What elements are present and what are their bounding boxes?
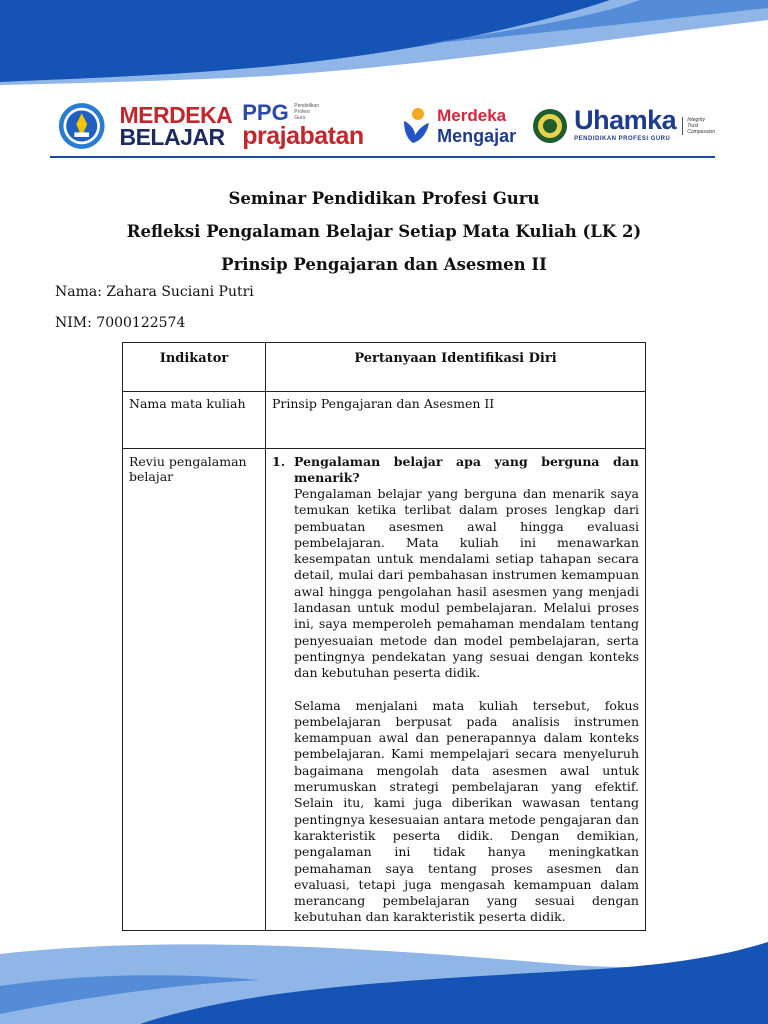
question-item [272, 454, 639, 926]
review-content [266, 449, 646, 931]
uhamka-tag-3: Compassion [687, 129, 715, 135]
merdeka-mengajar-logo [401, 106, 516, 146]
merdeka-mengajar-line2: Mengajar [437, 126, 517, 146]
uhamka-tag-2: Trust [687, 123, 699, 129]
table-row [123, 392, 646, 449]
title-course: Prinsip Pengajaran dan Asesmen II [221, 255, 547, 274]
top-wave-decoration [0, 0, 768, 100]
logo-bar [50, 94, 715, 158]
reflection-table [122, 342, 646, 931]
uhamka-name: Uhamka [574, 104, 677, 135]
ppg-text: PPG [242, 100, 289, 125]
header-indikator: Indikator [123, 343, 266, 392]
question-number: 1. [272, 454, 286, 469]
table-header-row [123, 343, 646, 392]
bottom-wave-decoration [0, 924, 768, 1024]
prajabatan-text: prajabatan [242, 122, 364, 150]
header-pertanyaan: Pertanyaan Identifikasi Diri [266, 343, 646, 392]
course-label: Nama mata kuliah [123, 392, 266, 449]
uhamka-emblem-icon [532, 108, 568, 144]
merdeka-mengajar-icon [401, 107, 431, 145]
merdeka-belajar-logo [119, 104, 232, 148]
uhamka-tagline [682, 117, 715, 135]
student-name: Nama: Zahara Suciani Putri [55, 284, 254, 300]
uhamka-tag-1: Integrity [687, 117, 705, 123]
answer-paragraph-2: Selama menjalani mata kuliah tersebut, fokus pembelajaran berpusat pada analisis instrumen kemampuan awal dan penerapannya dalam konteks pembelajaran. Kami mempelajari secara menyeluruh bagaimana mengolah data asesmen awal untuk merumuskan strategi pembelajaran yang efektif. Selain itu, kami juga diberikan wawasan tentang pentingnya kesesuaian antara metode pengajaran dan karakteristik peserta didik. Dengan demikian, pengalaman ini tidak hanya meningkatkan pemahaman saya tentang proses asesmen dan evaluasi, tetapi juga mengasah kemampuan dalam merancang pembelajaran yang sesuai dengan kebutuhan dan karakteristik peserta didik. [294, 697, 639, 925]
ppg-prajabatan-logo [242, 100, 379, 152]
course-value: Prinsip Pengajaran dan Asesmen II [266, 392, 646, 449]
review-label: Reviu pengalaman belajar [123, 449, 266, 931]
document-titles [0, 186, 768, 285]
ppg-sub-1: Pendidikan [294, 103, 319, 109]
table-row [123, 449, 646, 931]
uhamka-subtitle: PENDIDIKAN PROFESI GURU [574, 135, 671, 142]
title-seminar: Seminar Pendidikan Profesi Guru [228, 189, 540, 208]
answer-paragraph-1: Pengalaman belajar yang berguna dan menarik saya temukan ketika terlibat dalam proses lengkap dari pembuatan asesmen awal hingga evaluasi pembelajaran. Mata kuliah ini menawarkan kesempatan untuk mendalami setiap tahapan secara detail, mulai dari pembahasan instrumen kemampuan awal hingga pengolahan hasil asesmen yang menjadi landasan untuk modul pembelajaran. Melalui proses ini, saya memperoleh pemahaman mendalam tentang penyesuaian metode dan model pembelajaran, serta pentingnya pendekatan yang sesuai dengan konteks dan kebutuhan peserta didik. [294, 486, 639, 681]
merdeka-belajar-line1: MERDEKA [119, 102, 233, 128]
merdeka-belajar-line2: BELAJAR [119, 124, 225, 150]
student-nim: NIM: 7000122574 [55, 315, 186, 331]
ppg-subtitle [294, 103, 319, 121]
ppg-sub-2: Profesi [294, 109, 310, 115]
tut-wuri-handayani-logo [58, 100, 105, 152]
header-divider [50, 156, 715, 158]
title-refleksi: Refleksi Pengalaman Belajar Setiap Mata Kuliah (LK 2) [126, 222, 642, 241]
ppg-sub-3: Guru [294, 115, 306, 121]
question-text: Pengalaman belajar apa yang berguna dan menarik? [294, 454, 639, 485]
merdeka-mengajar-line1: Merdeka [437, 106, 507, 125]
uhamka-logo [532, 104, 715, 144]
